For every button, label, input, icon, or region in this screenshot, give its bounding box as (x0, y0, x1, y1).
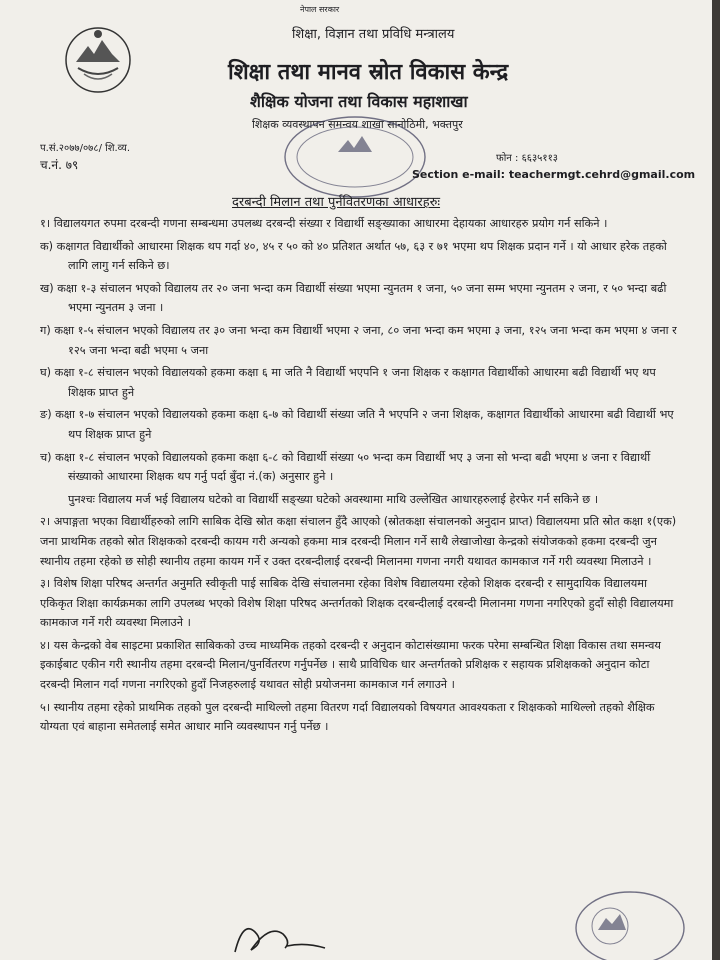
center-name: शिक्षा तथा मानव स्रोत विकास केन्द्र (228, 60, 509, 85)
page-heading: दरबन्दी मिलान तथा पुर्नवितरणका आधारहरुः (232, 195, 441, 210)
list-item-gha: घ) कक्षा १-८ संचालन भएको विद्यालयको हकमा कक्षा ६ मा जति नै विद्यार्थी भएपनि १ जना शिक्षक र कक्षागत विद्यार्थीको आधारमा बढी विद्यार्थी भए थप शिक्षक प्राप्त हुने (40, 366, 656, 399)
ministry-name: शिक्षा, विज्ञान तथा प्रविधि मन्त्रालय (292, 27, 455, 42)
official-stamp-icon (280, 112, 430, 202)
postscript-note: पुनश्चः विद्यालय मर्ज भई विद्यालय घटेको वा विद्यार्थी सङ्ख्या घटेको अवस्थामा माथि उल्लेखित आधारहरुलाई हेरफेर गर्न सकिने छ । (68, 492, 599, 506)
nepal-emblem-icon (62, 24, 134, 96)
paragraph-4: ४। यस केन्द्रको वेब साइटमा प्रकाशित साबिकको उच्च माध्यमिक तहको दरबन्दी र अनुदान कोटासंख्यामा फरक परेमा सम्बन्धित शिक्षा विकास तथा समन्वय इकाईबाट एकीन गरी स्थानीय तहमा दरबन्दी मिलान/पुनर्वितरण गर्नुपर्नेछ । साथै प्राविधिक धार अन्तर्गतको प्रशिक्षक र सहायक प्रशिक्षकको अनुदान कोटा दरबन्दी मिलान गर्दा गणना नगरिएको हुदाँ निजहरुलाई यथावत सोही प्रयोजनमा कामकाज गर्न लगाउने । (40, 638, 661, 692)
phone-number: फोन : ६६३५११३ (496, 153, 558, 164)
list-item-ka: क) कक्षागत विद्यार्थीको आधारमा शिक्षक थप गर्दा ४०, ४५ र ५० को ४० प्रतिशत अर्थात ५७, ६३ र ७१ भएमा थप शिक्षक प्रदान गर्ने । यो आधार हरेक तहको लागि लागु गर्न सकिने छ। (40, 239, 667, 273)
paragraph-3: ३। विशेष शिक्षा परिषद अन्तर्गत अनुमति स्वीकृती पाई साबिक देखि संचालनमा रहेका विशेष विद्यालयमा रहेको शिक्षक दरबन्दी र सामुदायिक विद्यालयमा एकिकृत शिक्षा कार्यक्रमका लागि उपलब्ध भएको विशेष शिक्षा परिषद अन्तर्गतको शिक्षक दरबन्दीलाई दरबन्दी मिलानमा गणना नगरिएको हुदाँ सोही विद्यालयमा कामकाज गर्ने गरी व्यवस्था मिलाउने । (40, 577, 674, 630)
paragraph-5: ५। स्थानीय तहमा रहेको प्राथमिक तहको पुल दरबन्दी माथिल्लो तहमा वितरण गर्दा विद्यालयको विषयगत आवश्यकता र शिक्षकको माथिल्लो तहको शैक्षिक योग्यता एवं बाहाना समेतलाई समेत आधार मानि व्यवस्थापन गर्नु पर्नेछ । (40, 700, 655, 734)
list-item-nga: ङ) कक्षा १-७ संचालन भएको विद्यालयको हकमा कक्षा ६-७ को विद्यार्थी संख्या जति नै भएपनि २ जना शिक्षक, कक्षागत विद्यार्थीको आधारमा बढी विद्यार्थी भए थप शिक्षक प्राप्त हुने (40, 408, 674, 441)
list-item-cha: च) कक्षा १-८ संचालन भएको विद्यालयको हकमा कक्षा ६-८ को विद्यार्थी संख्या ५० भन्दा कम विद्यार्थी भए ३ जना सो भन्दा बढी भएमा ४ जना र विद्यार्थी संख्याको आधारमा शिक्षक थप गर्नु पर्दा बुँदा नं.(क) अनुसार हुने । (40, 450, 651, 484)
official-stamp-icon (570, 886, 690, 960)
section-name: शिक्षक व्यवस्थापन समन्वय शाखा सानोठिमी, भक्तपुर (252, 118, 463, 131)
list-item-ga: ग) कक्षा १-५ संचालन भएको विद्यालय तर ३० जना भन्दा कम विद्यार्थी भएमा २ जना, ८० जना भन्दा कम भएमा ३ जना, १२५ जना भन्दा कम भएमा ४ जना र १२५ जना भन्दा बढी भएमा ५ जना (40, 323, 677, 357)
signature-icon (225, 912, 335, 960)
gov-name: नेपाल सरकार (300, 5, 340, 14)
division-name: शैक्षिक योजना तथा विकास महाशाखा (250, 92, 468, 111)
paragraph-1: १। विद्यालयगत रुपमा दरबन्दी गणना सम्बन्धमा उपलब्ध दरबन्दी संख्या र विद्यार्थी सङ्ख्याका आधारमा देहायका आधारहरु प्रयोग गर्न सकिने । (40, 217, 608, 230)
document-body (40, 212, 680, 740)
reference-number: प.सं.२०७७/०७८/ शि.व्य. (40, 143, 131, 154)
section-email: Section e-mail: teachermgt.cehrd@gmail.com (412, 168, 696, 181)
dispatch-number: च.नं. ७९ (40, 158, 79, 172)
list-item-kha: ख) कक्षा १-३ संचालन भएको विद्यालय तर २० जना भन्दा कम विद्यार्थी संख्या भएमा न्युनतम १ जना, ५० जना सम्म भएमा न्युनतम २ जना, र ५० भन्दा बढी भएमा न्युनतम ३ जना । (40, 281, 667, 315)
paragraph-2: २। अपाङ्गता भएका विद्यार्थीहरुको लागि साबिक देखि स्रोत कक्षा संचालन हुँदै आएको (स्रोतकक्षा संचालनको अनुदान प्राप्त) विद्यालयमा प्रति स्रोत कक्षा १(एक) जना प्राथमिक तहको स्रोत शिक्षकको दरबन्दी कायम गरी अन्यको हकमा मात्र दरबन्दी मिलान गर्ने साथै लेखाजोखा केन्द्रको संयोजकको हकमा दरबन्दी जुन स्थानीय तहमा रहेको छ सोही स्थानीय तहमा कायम गर्ने र उक्त दरबन्दीलाई दरबन्दी मिलानमा गणना नगरी यथावत कामकाज गर्ने गरी व्यवस्था मिलाउने । (40, 515, 677, 568)
